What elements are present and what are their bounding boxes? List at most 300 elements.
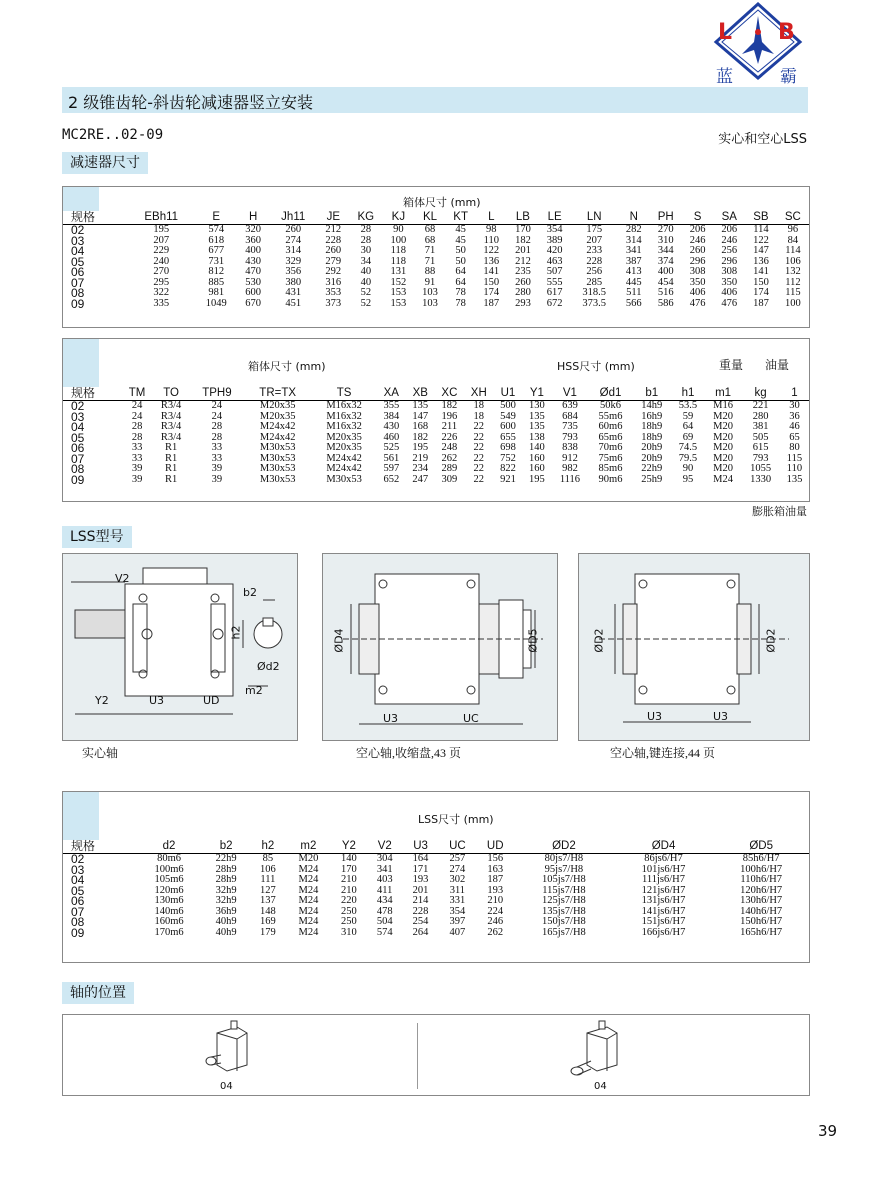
table-cell: 476 xyxy=(689,297,706,309)
table-cell: 136 xyxy=(483,255,500,267)
table-header-cell: V2 xyxy=(367,840,403,854)
table-cell: 74.5 xyxy=(678,442,698,453)
table-cell: 05 xyxy=(71,430,85,445)
table-header-cell: XA xyxy=(377,387,406,401)
table-cell: 574 xyxy=(376,926,393,938)
drawing-solid-shaft xyxy=(62,553,298,741)
table-cell: 106 xyxy=(785,255,801,267)
table-cell: 08 xyxy=(71,915,85,929)
table-cell: 195 xyxy=(412,442,429,453)
table-cell: 09 xyxy=(71,472,85,487)
table-cell: M24 xyxy=(298,863,319,875)
table-cell: 296 xyxy=(689,255,706,267)
table-cell: M30x53 xyxy=(259,452,296,464)
table-cell: 150h6/H7 xyxy=(740,916,783,927)
shaft-type-note: 实心和空心LSS xyxy=(718,132,807,147)
table-cell: 140 xyxy=(529,442,545,453)
table-cell: 549 xyxy=(500,410,516,422)
table-cell: 164 xyxy=(412,853,429,864)
table-row xyxy=(63,475,809,486)
table-cell: M24 xyxy=(298,916,319,927)
table-cell: 156 xyxy=(487,853,504,864)
table-row xyxy=(63,299,809,310)
table-cell: 165h6/H7 xyxy=(740,926,783,938)
table-cell: 256 xyxy=(586,266,603,277)
table-cell: M24x42 xyxy=(259,421,296,432)
table-cell: 36 xyxy=(789,410,800,422)
table-header-cell: m1 xyxy=(705,387,741,401)
table2-box xyxy=(62,338,810,502)
table-cell: 118 xyxy=(390,245,407,256)
table-cell: M20 xyxy=(713,431,733,443)
table-cell: 100 xyxy=(785,297,801,309)
table-cell: M24x42 xyxy=(259,431,296,443)
table-cell: 282 xyxy=(625,224,642,235)
table-cell: R3/4 xyxy=(160,431,182,443)
table2-group-oil: 油量 xyxy=(765,358,790,372)
table-header-cell: h2 xyxy=(250,840,286,854)
table-header-cell: SC xyxy=(777,211,809,225)
label-u3-c: U3 xyxy=(647,710,663,723)
lss-dimensions-table xyxy=(63,840,809,938)
table-cell: 561 xyxy=(383,452,400,464)
drawing-hollow-shrink-disk xyxy=(322,553,558,741)
table-header-cell: V1 xyxy=(551,387,588,401)
table-cell: 381 xyxy=(752,421,769,432)
table-cell: 229 xyxy=(153,245,170,256)
table-cell: 131 xyxy=(390,266,407,277)
table-row xyxy=(63,896,809,907)
table-cell: 112 xyxy=(785,276,801,288)
table-cell: 05 xyxy=(71,883,85,898)
table-cell: 885 xyxy=(208,276,225,288)
table-cell: 28 xyxy=(211,431,223,443)
table-cell: 45 xyxy=(455,234,466,246)
table-header-cell: b1 xyxy=(632,387,671,401)
table-cell: 170 xyxy=(341,863,357,875)
table-cell: 03 xyxy=(71,233,85,248)
table-cell: 22 xyxy=(473,421,485,432)
table-row xyxy=(63,225,809,236)
table-cell: 32h9 xyxy=(215,895,237,906)
table-cell: 308 xyxy=(721,266,738,277)
shaft-position-icon-left xyxy=(203,1019,263,1079)
table-cell: 28h9 xyxy=(215,863,237,875)
table-cell: 1049 xyxy=(205,297,227,309)
table-cell: 78 xyxy=(455,287,466,298)
table-cell: M24x42 xyxy=(326,452,362,464)
table-cell: M24 xyxy=(298,895,319,906)
table-cell: 25h9 xyxy=(641,473,663,485)
table-cell: 148 xyxy=(260,905,276,917)
table-cell: 344 xyxy=(657,245,674,256)
table-cell: 103 xyxy=(422,297,438,309)
table-header-cell: EBh11 xyxy=(127,211,195,225)
table-cell: 407 xyxy=(449,926,466,938)
table-cell: 03 xyxy=(71,862,85,877)
table-cell: M30x53 xyxy=(259,473,296,485)
table-cell: 206 xyxy=(721,224,738,235)
table-cell: 24 xyxy=(131,410,143,422)
table-cell: 182 xyxy=(441,400,458,411)
table-header-cell: TO xyxy=(152,387,190,401)
table-cell: 406 xyxy=(689,287,706,298)
table-cell: 28 xyxy=(360,234,372,246)
table-cell: 90m6 xyxy=(598,473,623,485)
table-cell: R3/4 xyxy=(160,421,182,432)
table-header-cell: S xyxy=(682,211,714,225)
table-cell: 110h6/H7 xyxy=(740,874,782,885)
table-cell: 80js7/H8 xyxy=(544,853,584,864)
table-header-cell: KG xyxy=(349,211,382,225)
table-header-cell: JE xyxy=(317,211,349,225)
table-cell: 403 xyxy=(376,874,393,885)
table-cell: 09 xyxy=(71,296,85,311)
table-cell: 507 xyxy=(546,266,563,277)
shaft-divider xyxy=(417,1023,418,1089)
table-cell: 68 xyxy=(424,234,436,246)
table-cell: 02 xyxy=(71,223,85,237)
table-header-cell: Y1 xyxy=(522,387,551,401)
table-cell: 130h6/H7 xyxy=(740,895,783,906)
table-cell: 115 xyxy=(785,287,801,298)
table-cell: 100 xyxy=(390,234,407,246)
table-cell: 153 xyxy=(390,287,407,298)
table-header-cell: Y2 xyxy=(331,840,367,854)
table-cell: 52 xyxy=(360,287,372,298)
table-cell: 316 xyxy=(325,276,342,288)
table-cell: 127 xyxy=(260,884,276,896)
table-cell: 110 xyxy=(786,463,803,474)
table-cell: 193 xyxy=(487,884,504,896)
table-header-cell: UC xyxy=(438,840,476,854)
table-cell: 46 xyxy=(789,421,800,432)
table-cell: 329 xyxy=(285,255,302,267)
table-cell: 118 xyxy=(390,255,407,267)
table-cell: 22 xyxy=(473,442,485,453)
table-cell: 07 xyxy=(71,275,85,290)
label-u3: U3 xyxy=(149,694,165,707)
table-cell: 20h9 xyxy=(641,452,663,464)
label-u3-b: U3 xyxy=(383,712,399,725)
table-cell: 64 xyxy=(455,266,466,277)
table-cell: M20x35 xyxy=(326,442,362,453)
table-cell: 170 xyxy=(515,224,531,235)
label-v2: V2 xyxy=(115,572,130,585)
table-cell: 71 xyxy=(424,255,436,267)
section-shaft-position: 轴的位置 xyxy=(62,982,134,1004)
table-cell: 04 xyxy=(71,420,85,434)
table-cell: 262 xyxy=(441,452,458,464)
table-cell: 912 xyxy=(562,452,578,464)
table-cell: 220 xyxy=(341,895,357,906)
table-cell: 150 xyxy=(483,276,500,288)
table-cell: 50k6 xyxy=(600,400,621,411)
table-cell: 341 xyxy=(625,245,642,256)
table-cell: 02 xyxy=(71,852,85,866)
table-cell: 451 xyxy=(285,297,302,309)
table-cell: 195 xyxy=(153,224,170,235)
table-cell: 373.5 xyxy=(582,297,607,309)
logo-letter-b: B xyxy=(778,20,795,45)
table-cell: 22 xyxy=(473,452,485,464)
table-cell: 16h9 xyxy=(641,410,663,422)
table-cell: 246 xyxy=(721,234,738,246)
table-cell: 30 xyxy=(789,400,800,411)
table-cell: 140m6 xyxy=(154,905,184,917)
table-cell: 96 xyxy=(787,224,799,235)
table-cell: 152 xyxy=(390,276,407,288)
table-cell: 350 xyxy=(689,276,706,288)
table-cell: 06 xyxy=(71,265,85,279)
table-cell: M24x42 xyxy=(326,463,362,474)
table3-strip xyxy=(63,792,99,840)
table-cell: 24 xyxy=(131,400,143,411)
table-cell: 430 xyxy=(383,421,400,432)
table-cell: 65 xyxy=(789,431,800,443)
table-cell: 14h9 xyxy=(641,400,663,411)
table-cell: 981 xyxy=(208,287,225,298)
table-cell: 292 xyxy=(325,266,342,277)
table-cell: 279 xyxy=(325,255,342,267)
table2-group-box: 箱体尺寸 (mm) xyxy=(248,360,326,373)
table-cell: 698 xyxy=(500,442,516,453)
table-cell: M30x53 xyxy=(259,463,296,474)
table-row xyxy=(63,267,809,278)
table-cell: 274 xyxy=(449,863,466,875)
logo-brand-right: 霸 xyxy=(780,67,797,87)
table-cell: M16x32 xyxy=(326,400,362,411)
table-cell: M20 xyxy=(298,853,319,864)
table-cell: 354 xyxy=(546,224,563,235)
table-cell: 182 xyxy=(412,431,429,443)
table-header-cell: b2 xyxy=(202,840,250,854)
caption-keyed: 空心轴,键连接,44 页 xyxy=(610,746,716,760)
table-cell: 445 xyxy=(625,276,642,288)
table-cell: 615 xyxy=(752,442,769,453)
table-cell: 34 xyxy=(360,255,372,267)
table-cell: 98 xyxy=(486,224,497,235)
table-cell: 174 xyxy=(483,287,500,298)
table-cell: 387 xyxy=(625,255,642,267)
table-cell: 224 xyxy=(487,905,504,917)
table-cell: 982 xyxy=(562,463,578,474)
title-banner xyxy=(62,87,808,113)
table-cell: 731 xyxy=(208,255,225,267)
oil-note: 膨胀箱油量 xyxy=(752,505,807,518)
table-cell: 105js7/H8 xyxy=(542,874,586,885)
table-cell: 115 xyxy=(786,452,803,464)
table-cell: 28 xyxy=(131,421,143,432)
table-cell: 341 xyxy=(376,863,393,875)
table-header-cell: XC xyxy=(435,387,464,401)
table-cell: 18 xyxy=(473,410,485,422)
table-cell: 79.5 xyxy=(678,452,698,464)
table2-group-weight: 重量 xyxy=(719,358,744,372)
table-cell: M20 xyxy=(713,442,733,453)
table-header-row xyxy=(63,387,809,401)
table-cell: 234 xyxy=(412,463,429,474)
table-cell: 247 xyxy=(412,473,429,485)
table-cell: 39 xyxy=(211,463,223,474)
table-cell: 28 xyxy=(360,224,372,235)
table-cell: 85h6/H7 xyxy=(742,853,780,864)
table-cell: M24 xyxy=(298,874,319,885)
table-cell: 210 xyxy=(341,884,357,896)
table-cell: 822 xyxy=(500,463,516,474)
table-cell: 33 xyxy=(211,442,223,453)
table-cell: 07 xyxy=(71,904,85,919)
table-cell: M16x32 xyxy=(326,421,362,432)
table-cell: 140h6/H7 xyxy=(740,905,783,917)
table-header-cell: 规格 xyxy=(63,840,136,854)
table-cell: 52 xyxy=(360,297,372,309)
table-cell: 201 xyxy=(515,245,531,256)
table-header-cell: ØD4 xyxy=(614,840,714,854)
table-cell: 260 xyxy=(689,245,706,256)
table-cell: 511 xyxy=(626,287,642,298)
table-cell: 105m6 xyxy=(154,874,184,885)
table-header-cell: m2 xyxy=(286,840,331,854)
table-cell: 207 xyxy=(153,234,170,246)
table-cell: 114 xyxy=(753,224,769,235)
table-cell: M20x35 xyxy=(259,410,296,422)
table-cell: 132 xyxy=(785,266,801,277)
table-cell: 314 xyxy=(285,245,302,256)
table-cell: R1 xyxy=(164,442,178,453)
table-cell: 310 xyxy=(341,926,357,938)
table-cell: 350 xyxy=(721,276,738,288)
table-cell: 05 xyxy=(71,254,85,269)
table-cell: 28 xyxy=(131,431,143,443)
table-cell: 302 xyxy=(449,874,466,885)
table-cell: 454 xyxy=(657,276,674,288)
table-header-cell: TR=TX xyxy=(244,387,312,401)
table-cell: 90 xyxy=(393,224,404,235)
table-cell: 793 xyxy=(562,431,578,443)
table-cell: 28h9 xyxy=(215,874,237,885)
table-cell: 812 xyxy=(208,266,225,277)
table-cell: 240 xyxy=(153,255,170,267)
table-cell: 137 xyxy=(260,895,276,906)
table-header-cell: KL xyxy=(414,211,446,225)
section-lss-type: LSS型号 xyxy=(62,526,132,548)
brand-logo xyxy=(712,2,804,86)
table-cell: 430 xyxy=(245,255,262,267)
table-cell: 85 xyxy=(262,853,274,864)
table-row xyxy=(63,917,809,928)
label-d2-right: ØD2 xyxy=(764,628,778,653)
table-cell: 310 xyxy=(657,234,674,246)
table1-group-header: 箱体尺寸 (mm) xyxy=(403,196,481,209)
table-cell: 380 xyxy=(285,276,302,288)
table-header-cell: h1 xyxy=(671,387,705,401)
table-cell: 60m6 xyxy=(598,421,623,432)
shaft-position-label-right: 04 xyxy=(594,1081,607,1092)
table-cell: 90 xyxy=(682,463,694,474)
table-cell: 100m6 xyxy=(154,863,184,875)
table-cell: 39 xyxy=(131,473,143,485)
table-cell: 22h9 xyxy=(641,463,663,474)
label-u3-d: U3 xyxy=(713,710,729,723)
table-cell: 618 xyxy=(208,234,225,246)
table-cell: 163 xyxy=(487,863,504,875)
table-cell: 121js6/H7 xyxy=(641,884,686,896)
table-cell: 22h9 xyxy=(215,853,237,864)
table-cell: 320 xyxy=(245,224,262,235)
caption-solid-shaft: 实心轴 xyxy=(82,746,119,760)
table-cell: 106 xyxy=(260,863,276,875)
table-cell: 80 xyxy=(789,442,800,453)
table-cell: 160m6 xyxy=(154,916,184,927)
table-cell: 280 xyxy=(515,287,531,298)
table-row xyxy=(63,288,809,299)
table-cell: 793 xyxy=(752,452,769,464)
table-cell: 141 xyxy=(753,266,769,277)
table-cell: M30x53 xyxy=(259,442,296,453)
table-cell: 355 xyxy=(383,400,400,411)
label-uc: UC xyxy=(463,712,479,725)
table-cell: 06 xyxy=(71,894,85,908)
table-cell: 250 xyxy=(341,905,357,917)
caption-shrink-disk: 空心轴,收缩盘,43 页 xyxy=(356,746,462,760)
table-cell: 84 xyxy=(787,234,799,246)
table-header-cell: kg xyxy=(741,387,780,401)
table-cell: 206 xyxy=(689,224,706,235)
table-cell: 71 xyxy=(424,245,436,256)
table-cell: 91 xyxy=(424,276,436,288)
table-cell: 65m6 xyxy=(598,431,623,443)
table-cell: 246 xyxy=(487,916,504,927)
table-cell: 32h9 xyxy=(215,884,237,896)
table-cell: 400 xyxy=(245,245,262,256)
table-cell: 114 xyxy=(785,245,801,256)
table-cell: 125js7/H8 xyxy=(542,895,586,906)
table-cell: R1 xyxy=(164,473,178,485)
table-row xyxy=(63,875,809,886)
table-cell: 174 xyxy=(753,287,769,298)
table-header-cell: d2 xyxy=(136,840,202,854)
table-header-cell: UD xyxy=(476,840,514,854)
table-cell: 400 xyxy=(657,266,674,277)
table-cell: 165js7/H8 xyxy=(542,926,586,938)
table-cell: 03 xyxy=(71,409,85,424)
table-cell: 36h9 xyxy=(215,905,237,917)
label-b2: b2 xyxy=(243,586,257,599)
table-cell: 160 xyxy=(529,452,545,464)
table-cell: 221 xyxy=(752,400,769,411)
table-header-cell: TM xyxy=(122,387,153,401)
table-cell: 39 xyxy=(211,473,223,485)
section-reducer-dimensions: 减速器尺寸 xyxy=(62,152,148,174)
table-cell: 135 xyxy=(529,410,545,422)
table-cell: 120h6/H7 xyxy=(740,884,783,896)
table-cell: 141js6/H7 xyxy=(641,905,686,917)
table-cell: 670 xyxy=(245,297,262,309)
drawing-hollow-keyed xyxy=(578,553,810,741)
table-cell: 411 xyxy=(377,884,393,896)
table-cell: 151js6/H7 xyxy=(641,916,686,927)
table-cell: 652 xyxy=(383,473,400,485)
table-cell: 140 xyxy=(341,853,357,864)
table-cell: 285 xyxy=(586,276,603,288)
hollow-shrink-svg xyxy=(323,554,557,740)
box-hss-dimensions-table xyxy=(63,387,809,485)
table-cell: 530 xyxy=(245,276,262,288)
label-m2: m2 xyxy=(245,684,263,697)
table-cell: M24 xyxy=(298,926,319,938)
table-cell: 600 xyxy=(245,287,262,298)
